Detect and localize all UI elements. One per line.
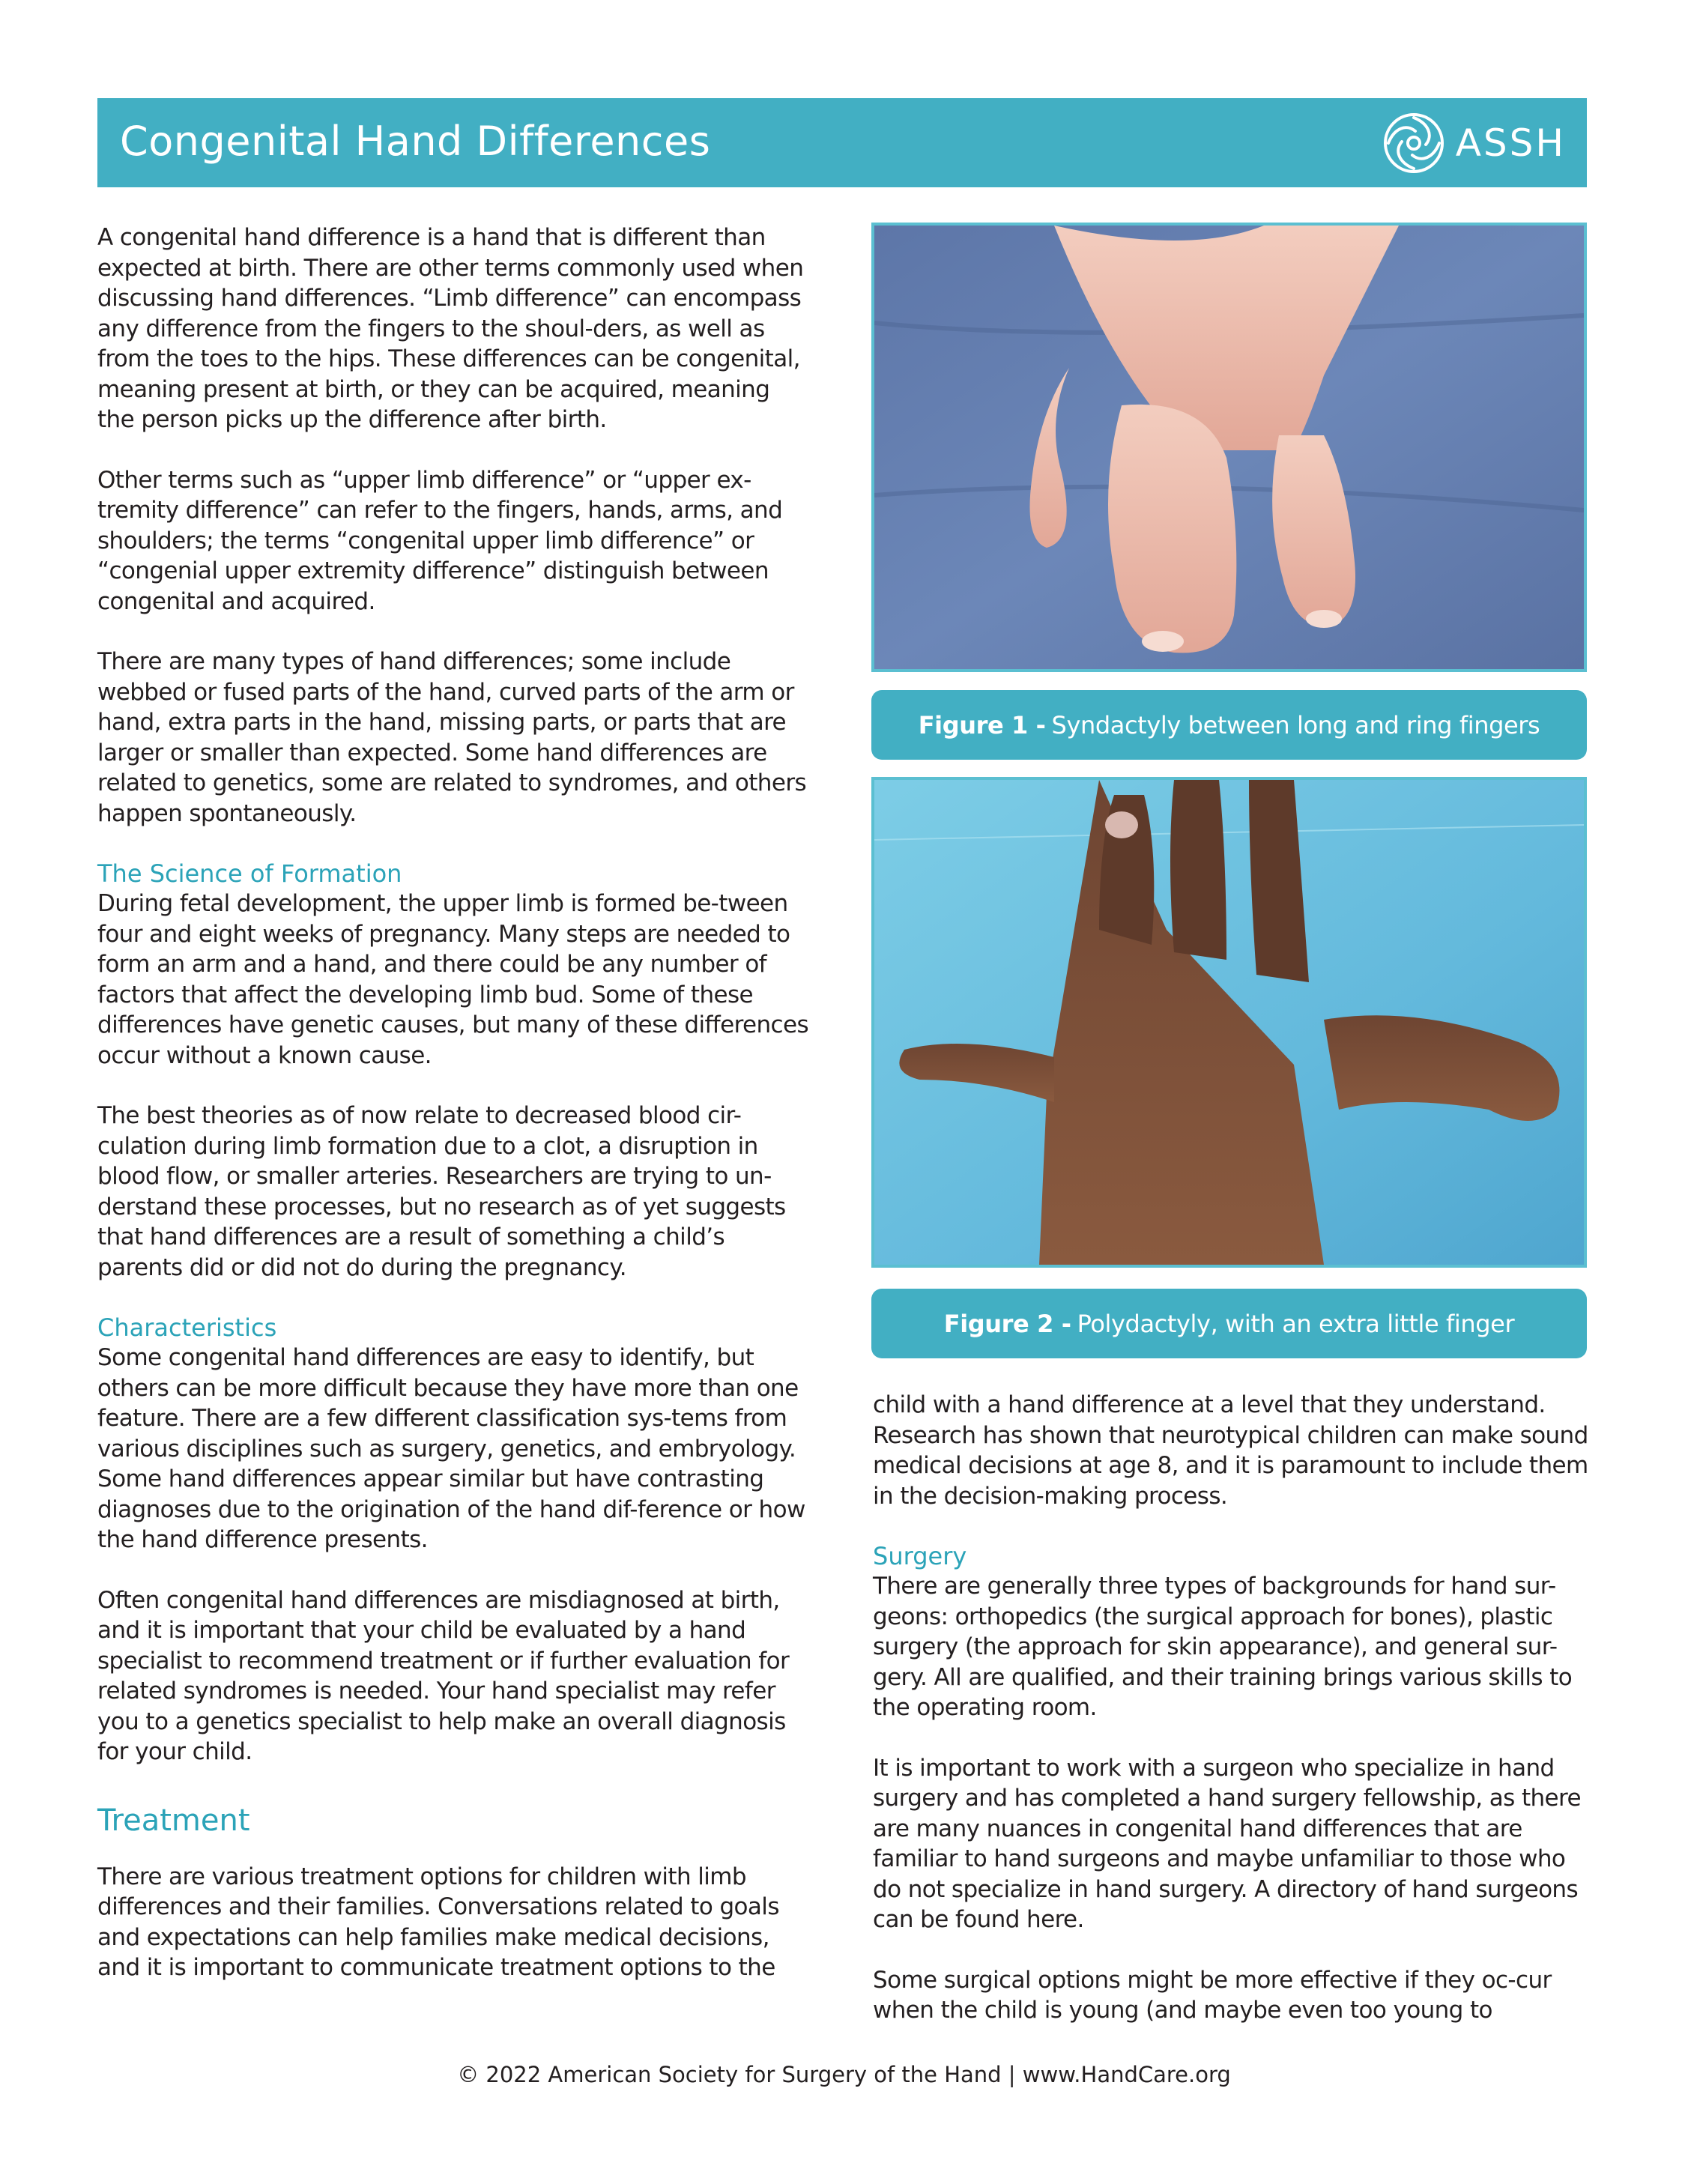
figure-2-number: Figure 2 - bbox=[943, 1309, 1071, 1338]
figure-1-caption-text: Syndactyly between long and ring fingers bbox=[1051, 710, 1540, 739]
polydactyly-hand-photo-icon bbox=[874, 780, 1584, 1265]
figure-2-caption-text: Polydactyly, with an extra little finger bbox=[1077, 1309, 1515, 1338]
intro-paragraph-3: There are many types of hand differences; some include webbed or fused parts of the hand, curved parts of the arm or hand, extra parts in the hand, missing parts, or parts that are larger or smaller than expected. Some hand differences are related to genetics, some are related to syndromes, and others happen spontaneously. bbox=[97, 648, 807, 827]
left-column bbox=[97, 223, 809, 1983]
figure-1-caption bbox=[871, 690, 1587, 760]
science-paragraph-2: The best theories as of now relate to decreased blood cir-culation during limb formation due to a clot, a disruption in blood flow, or smaller arteries. Researchers are trying to un-derstand these processes, but no research as of yet suggests that hand differences are a result of something a child’s parents did or did not do during the pregnancy. bbox=[97, 1102, 786, 1281]
characteristics-paragraph-2: Often congenital hand differences are misdiagnosed at birth, and it is important that your child be evaluated by a hand specialist to recommend treatment or if further evaluation for related syndromes is needed. Your hand specialist may refer you to a genetics specialist to help make an overall diagnosis for your child. bbox=[97, 1586, 790, 1765]
treatment-heading: Treatment bbox=[97, 1803, 250, 1838]
science-paragraph-1: During fetal development, the upper limb is formed be-tween four and eight weeks of pregnancy. Many steps are needed to form an arm and a hand, and there could be any number of factors that affect the developing limb bud. Some of these differences have genetic causes, but many of these differences occur without a known cause. bbox=[97, 890, 809, 1069]
assh-logo[interactable] bbox=[1381, 110, 1566, 176]
intro-paragraph-1: A congenital hand difference is a hand that is different than expected at birth. There are other terms commonly used when discussing hand differences. “Limb difference” can encompass any difference from the fingers to the shoul-ders, as well as from the toes to the hips. These differences can be congenital, meaning present at birth, or they can be acquired, meaning the person picks up the difference after birth. bbox=[97, 224, 804, 433]
header-banner bbox=[97, 98, 1587, 187]
figure-1-photo bbox=[871, 223, 1587, 672]
science-heading: The Science of Formation bbox=[97, 859, 402, 888]
page-footer: © 2022 American Society for Surgery of the Hand | www.HandCare.org bbox=[457, 2062, 1231, 2087]
right-column bbox=[873, 1390, 1588, 2026]
syndactyly-hand-photo-icon bbox=[874, 226, 1584, 669]
surgery-paragraph-3: Some surgical options might be more effective if they oc-cur when the child is young (and maybe even too young to bbox=[873, 1966, 1552, 2024]
surgery-paragraph-2: It is important to work with a surgeon who specialize in hand surgery and has completed a hand surgery fellowship, as there are many nuances in congenital hand differences that are familiar to hand surgeons and maybe unfamiliar to those who do not specialize in hand surgery. A directory of hand surgeons can be found here. bbox=[873, 1754, 1581, 1933]
logo-text: ASSH bbox=[1455, 121, 1566, 165]
assh-swirl-logo-icon bbox=[1381, 110, 1447, 176]
surgery-paragraph-1: There are generally three types of backgrounds for hand sur-geons: orthopedics (the surgical approach for bones), plastic surgery (the approach for skin appearance), and general sur-gery. All are qualified, and their training brings various skills to the operating room. bbox=[873, 1573, 1573, 1721]
page-title: Congenital Hand Differences bbox=[120, 118, 711, 165]
treatment-paragraph: There are various treatment options for children with limb differences and their families. Conversations related to goals and expectations can help families make medical decisions, and it is important to communicate treatment options to the bbox=[97, 1863, 779, 1981]
treatment-continuation: child with a hand difference at a level that they understand. Research has shown that neurotypical children can make sound medical decisions at age 8, and it is paramount to include them in the decision-making process. bbox=[873, 1391, 1588, 1510]
figure-2-photo bbox=[871, 777, 1587, 1268]
intro-paragraph-2: Other terms such as “upper limb difference” or “upper ex-tremity difference” can refer to the fingers, hands, arms, and shoulders; the terms “congenital upper limb difference” or “congenial upper extremity difference” distinguish between congenital and acquired. bbox=[97, 466, 783, 615]
figure-1-number: Figure 1 - bbox=[918, 710, 1046, 739]
surgery-heading: Surgery bbox=[873, 1542, 967, 1570]
figure-2-caption bbox=[871, 1289, 1587, 1358]
characteristics-paragraph-1: Some congenital hand differences are easy to identify, but others can be more difficult because they have more than one feature. There are a few different classification sys-tems from various disciplines such as surgery, genetics, and embryology. Some hand differences appear similar but have contrasting diagnoses due to the origination of the hand dif-ference or how the hand difference presents. bbox=[97, 1344, 805, 1553]
characteristics-heading: Characteristics bbox=[97, 1313, 277, 1342]
